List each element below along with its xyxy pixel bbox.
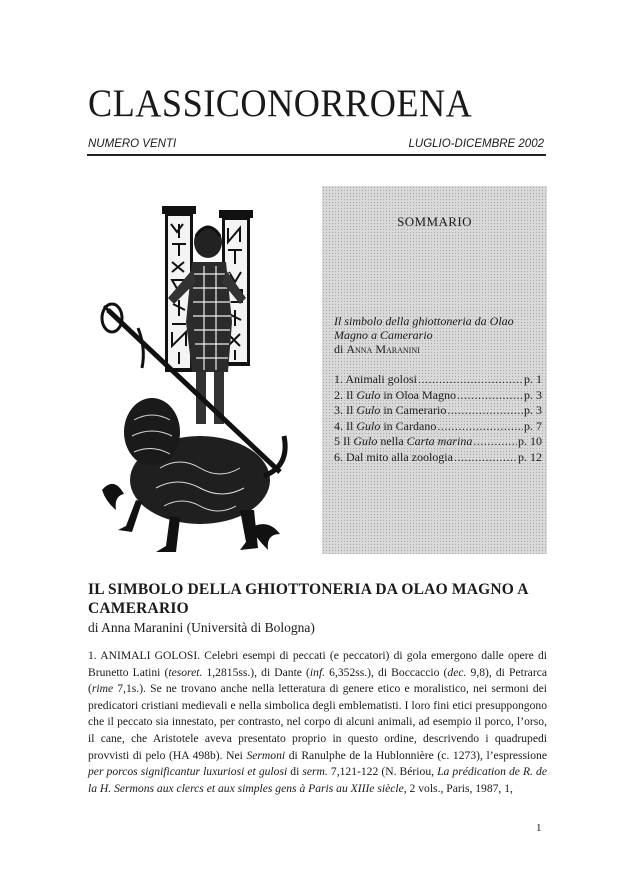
toc-leader — [437, 419, 523, 435]
summary-article-title: Il simbolo della ghiottoneria da Olao Magno a Camerario — [334, 314, 514, 342]
issue-date: LUGLIO-DICEMBRE 2002 — [408, 138, 544, 150]
toc-item — [334, 388, 542, 404]
issue-row — [88, 138, 544, 150]
toc-list — [334, 372, 542, 465]
toc-item-label: 6. Dal mito alla zoologia — [334, 449, 453, 464]
body-italic-span: serm. — [302, 765, 328, 779]
toc-leader — [473, 434, 517, 450]
toc-item-page: p. 7 — [524, 418, 542, 433]
summary-heading: SOMMARIO — [397, 214, 472, 229]
toc-item-label: 1. Animali golosi — [334, 372, 418, 386]
masthead-title: CLASSICONORROENA — [88, 82, 473, 125]
article-byline: di Anna Maranini (Università di Bologna) — [88, 620, 315, 635]
summary-box — [322, 186, 547, 554]
toc-item-label: 5 Il Gulo nella Carta marina — [334, 434, 473, 448]
body-italic-span: inf. — [309, 665, 326, 679]
body-italic-span: Sermoni — [246, 748, 286, 762]
body-italic-span: rime — [91, 682, 114, 696]
toc-item-label: 2. Il Gulo in Oloa Magno — [334, 387, 456, 402]
toc-item — [334, 403, 542, 419]
toc-item — [334, 434, 542, 450]
masthead-rule — [87, 154, 546, 156]
body-italic-span: dec. — [447, 665, 467, 679]
toc-leader — [454, 450, 517, 466]
toc-item-page: p. 12 — [518, 449, 542, 464]
toc-item — [334, 419, 542, 435]
body-italic-span: La prédication de R. de la H. Sermons aux clercs et aux simples gens à Paris au XIIIe siècle — [88, 765, 547, 795]
article-title: IL SIMBOLO DELLA GHIOTTONERIA DA OLAO MAGNO A CAMERARIO — [88, 581, 528, 617]
page-number: 1 — [536, 822, 542, 834]
summary-article-by: di — [334, 342, 344, 356]
toc-item-page: p. 3 — [524, 403, 542, 417]
toc-leader — [418, 372, 523, 388]
toc-item-page: p. 1 — [524, 372, 542, 386]
toc-leader — [447, 403, 523, 419]
toc-item-label: 4. Il Gulo in Cardano — [334, 418, 437, 433]
body-italic-span: tesoret. — [168, 665, 203, 679]
toc-leader — [457, 388, 523, 404]
toc-item-page: p. 10 — [518, 434, 542, 448]
issue-number: NUMERO VENTI — [88, 138, 177, 150]
summary-article — [334, 314, 539, 356]
toc-item — [334, 450, 542, 466]
toc-item-label: 3. Il Gulo in Camerario — [334, 403, 447, 417]
toc-item-page: p. 3 — [524, 387, 542, 402]
gulo-woodcut-icon — [100, 200, 295, 560]
article-body: 1. ANIMALI GOLOSI. Celebri esempi di peccati (e peccatori) di gola emergono dalle opere di Brunetto Latini (tesoret. 1,2815ss.), di Dante (inf. 6,352ss.), di Boccaccio (dec. 9,8), di Petrarca (rime 7,1s.). Se ne trovano anche nella letteratura di genere etico e moralistico, nei sermoni dei predicatori cristiani medievali e nella simbolica degli emblematisti. I loro fini etici presuppongono che il peccato sia innestato, per contrasto, nel corpo di alcuni animali, ad esempio il porco, l’orso, il cane, che Aristotele aveva presentato proprio in questo ordine, descrivendo i quadrupedi provvisti di pelo (HA 498b). Nei Sermoni di Ranulphe de la Hublonnière (c. 1273), l’espressione per porcos significantur luxuriosi et gulosi di serm. 7,121-122 (N. Bériou, La prédication de R. de la H. Sermons aux clercs et aux simples gens à Paris au XIIIe siècle, 2 vols., Paris, 1987, 1, — [88, 649, 547, 795]
body-italic-span: per porcos significantur luxuriosi et gulosi — [88, 765, 288, 779]
summary-article-author: Anna Maranini — [346, 342, 420, 356]
toc-item — [334, 372, 542, 388]
